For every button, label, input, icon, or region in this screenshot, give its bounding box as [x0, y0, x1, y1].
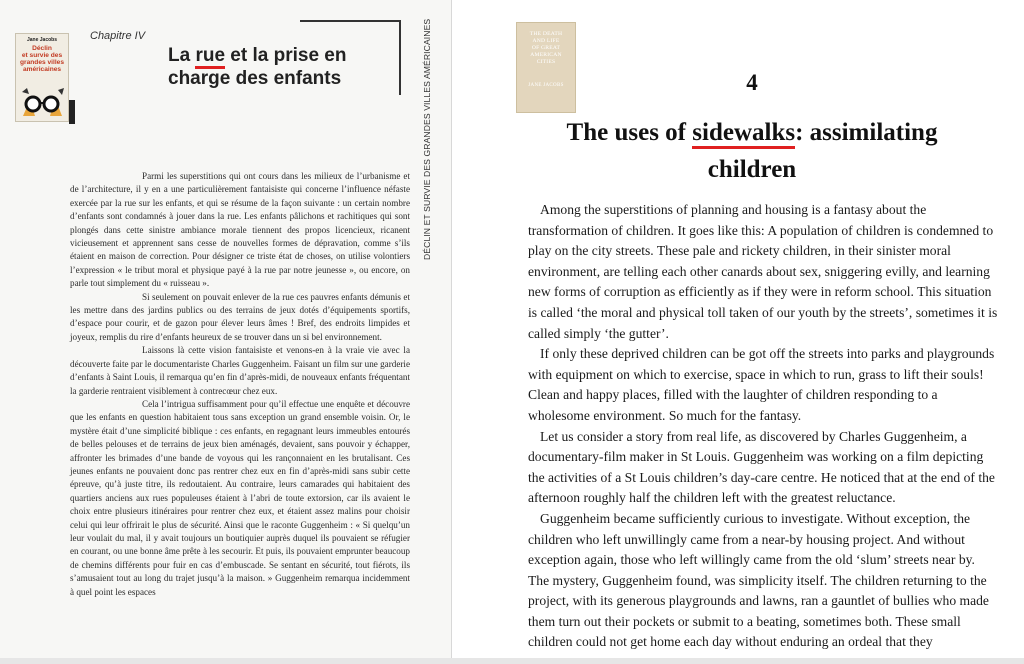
english-cover-title	[519, 31, 573, 66]
french-cover-title-line: Déclin	[32, 45, 52, 52]
french-title-text: charge des enfants	[168, 68, 342, 89]
english-paragraph: Among the superstitions of planning and housing is a fantasy about the transformation of children. It goes like this: A population of children is condemned to play on the city streets. These pale and rickety children, in their sinister moral environment, are telling each other canards about sex, sniggering evilly, and learning new forms of corruption as efficiently as if they were in reform school. This situation is called ‘the moral and physical toll taken of our youth by the streets’, sometimes it is called simply ‘the gutter’.	[528, 202, 998, 341]
cover-tab-mark	[69, 100, 75, 124]
french-title-text: et la prise en	[225, 45, 347, 66]
french-spine-running-head: DÉCLIN ET SURVIE DES GRANDES VILLES AMÉRICAINES	[422, 18, 432, 260]
french-title-highlight: rue	[195, 45, 225, 69]
english-cover-title-line: CITIES	[536, 59, 556, 65]
english-paragraph: Guggenheim became sufficiently curious to investigate. Without exception, the children who left unwillingly came from a near-by housing project. And without exception again, those who left willingly came from the old ‘slum’ streets near by. The mystery, Guggenheim found, was simplicity itself. The children returning to the project, with its generous playgrounds and lawns, ran a gauntlet of bullies who made them turn out their pockets or submit to a beating, sometimes both. These small children could not get home each day without enduring an ordeal that they	[528, 510, 989, 650]
french-cover-author: Jane Jacobs	[26, 37, 58, 43]
french-body-text	[70, 170, 410, 599]
english-cover-title-line: AND LIFE	[532, 38, 560, 44]
french-cover-title-line: et survie des	[21, 52, 63, 59]
french-book-cover	[15, 33, 69, 122]
title-frame-line	[399, 20, 401, 95]
bottom-edge-strip	[0, 658, 1024, 664]
french-paragraph: Si seulement on pouvait enlever de la rue ces pauvres enfants démunis et les mettre dans des jardins publics ou des terrains de jeux dotés d’équipements sportifs, d’espace pour courir, et de gazon pour élever leurs âmes ! Bref, des endroits limpides et joyeux, remplis du rire d’enfants heureux de se trouver dans un si bel environnement.	[70, 291, 410, 342]
english-cover-author: JANE JACOBS	[528, 83, 564, 88]
english-cover-title-line: THE DEATH	[529, 31, 563, 37]
title-frame-line	[300, 20, 400, 22]
french-cover-title-line: grandes villes	[20, 59, 64, 66]
english-cover-title-line: OF GREAT	[531, 45, 561, 51]
english-page	[500, 0, 1024, 664]
french-cover-title-line: américaines	[22, 66, 62, 73]
english-title-text: The uses of	[566, 119, 693, 146]
french-chapter-label: Chapitre IV	[90, 30, 146, 42]
english-chapter-title	[500, 114, 1004, 188]
french-page	[0, 0, 452, 664]
english-paragraph: If only these deprived children can be got off the streets into parks and playgrounds with equipment on which to exercise, space in which to run, grass to lift their souls! Clean and happy places, filled with the laughter of children responding to a wholesome environment. So much for the fantasy.	[528, 346, 995, 423]
french-paragraph: Parmi les superstitions qui ont cours dans les milieux de l’urbanisme et de l’architecture, il y en a une particulièrement fantaisiste qui concerne l’influence néfaste exercée par la rue sur les enfants, et qui se résume de la façon suivante : un certain nombre d’enfants sont condamnés à jouer dans la rue. Les enfants pâlichons et rachitiques qui sont plongés dans cette sinistre ambiance morale tiennent des propos licencieux, ricanent vicieusement et apprennent sans cesse de nouvelles formes de dépravation, comme s’ils étaient en maison de correction. Pour désigner ce triste état de choses, on utilise volontiers l’expression « le tribut moral et physique payé à la rue par notre jeunesse », ou encore, on parle tout simplement du « ruisseau ».	[70, 171, 410, 289]
english-title-text: : assimilating	[795, 119, 938, 146]
english-book-cover	[516, 22, 576, 113]
english-cover-title-line: AMERICAN	[530, 52, 562, 58]
french-paragraph: Cela l’intrigua suffisamment pour qu’il effectue une enquête et découvre que les enfants en question habitaient tous sans exception un grand ensemble voisin. Or, le mystère était d’une simplicité biblique : ces enfants, en regagnant leurs immeubles entourés de belles pelouses et de terrains de jeux bien aménagés, devaient, sans pouvoir y échapper, affronter les brimades d’une bande de voyous qui les rançonnaient en les brutalisant. Ces jeunes enfants ne pouvaient donc pas rentrer chez eux en fin d’après-midi sans subir cette épreuve, qu’à juste titre, ils redoutaient. Au contraire, leurs camarades qui habitaient des quartiers anciens aux rues populeuses étaient à l’abri de toute extorsion, car ils avaient le choix entre plusieurs itinéraires pour rentrer chez eux, et étaient assez malins pour choisir celui qui leur offrirait le plus de sécurité. Ainsi que le raconte Guggenheim : « Si quelqu’un leur voulait du mal, il y avait toujours un boutiquier auprès duquel ils pouvaient se réfugier en courant, ou une bonne âme prête à les secourir. Et puis, ils pouvaient emprunter beaucoup de chemins différents pour fuir en cas d’embuscade. Se sentant en sécurité, tout fiérots, ils s’amusaient tout au long du trajet jusqu’à la maison. » Guggenheim remarqua incidemment à quel point les espaces	[70, 398, 410, 597]
glasses-illustration-icon	[20, 86, 66, 118]
english-title-highlight: sidewalks	[692, 119, 795, 149]
english-chapter-number: 4	[746, 70, 758, 95]
french-paragraph: Laissons là cette vision fantaisiste et venons-en à la vraie vie avec la découverte faite par le documentariste Charles Guggenheim. Faisant un film sur une garderie d’enfants à Saint Louis, il remarqua qu’en fin d’après-midi, de nouveaux enfants fréquentant la garderie rentraient visiblement à contrecœur chez eux.	[70, 345, 410, 396]
english-title-text: children	[707, 156, 797, 183]
french-title-text: La	[168, 45, 196, 66]
french-cover-title	[18, 45, 66, 73]
english-paragraph: Let us consider a story from real life, as discovered by Charles Guggenheim, a documentary-film maker in St Louis. Guggenheim was working on a film depicting the activities of a St Louis children’s day-care centre. He noticed that at the end of the afternoon roughly half the children left with the greatest reluctance.	[528, 428, 995, 506]
english-body-text	[528, 200, 998, 653]
french-chapter-title	[168, 44, 398, 90]
